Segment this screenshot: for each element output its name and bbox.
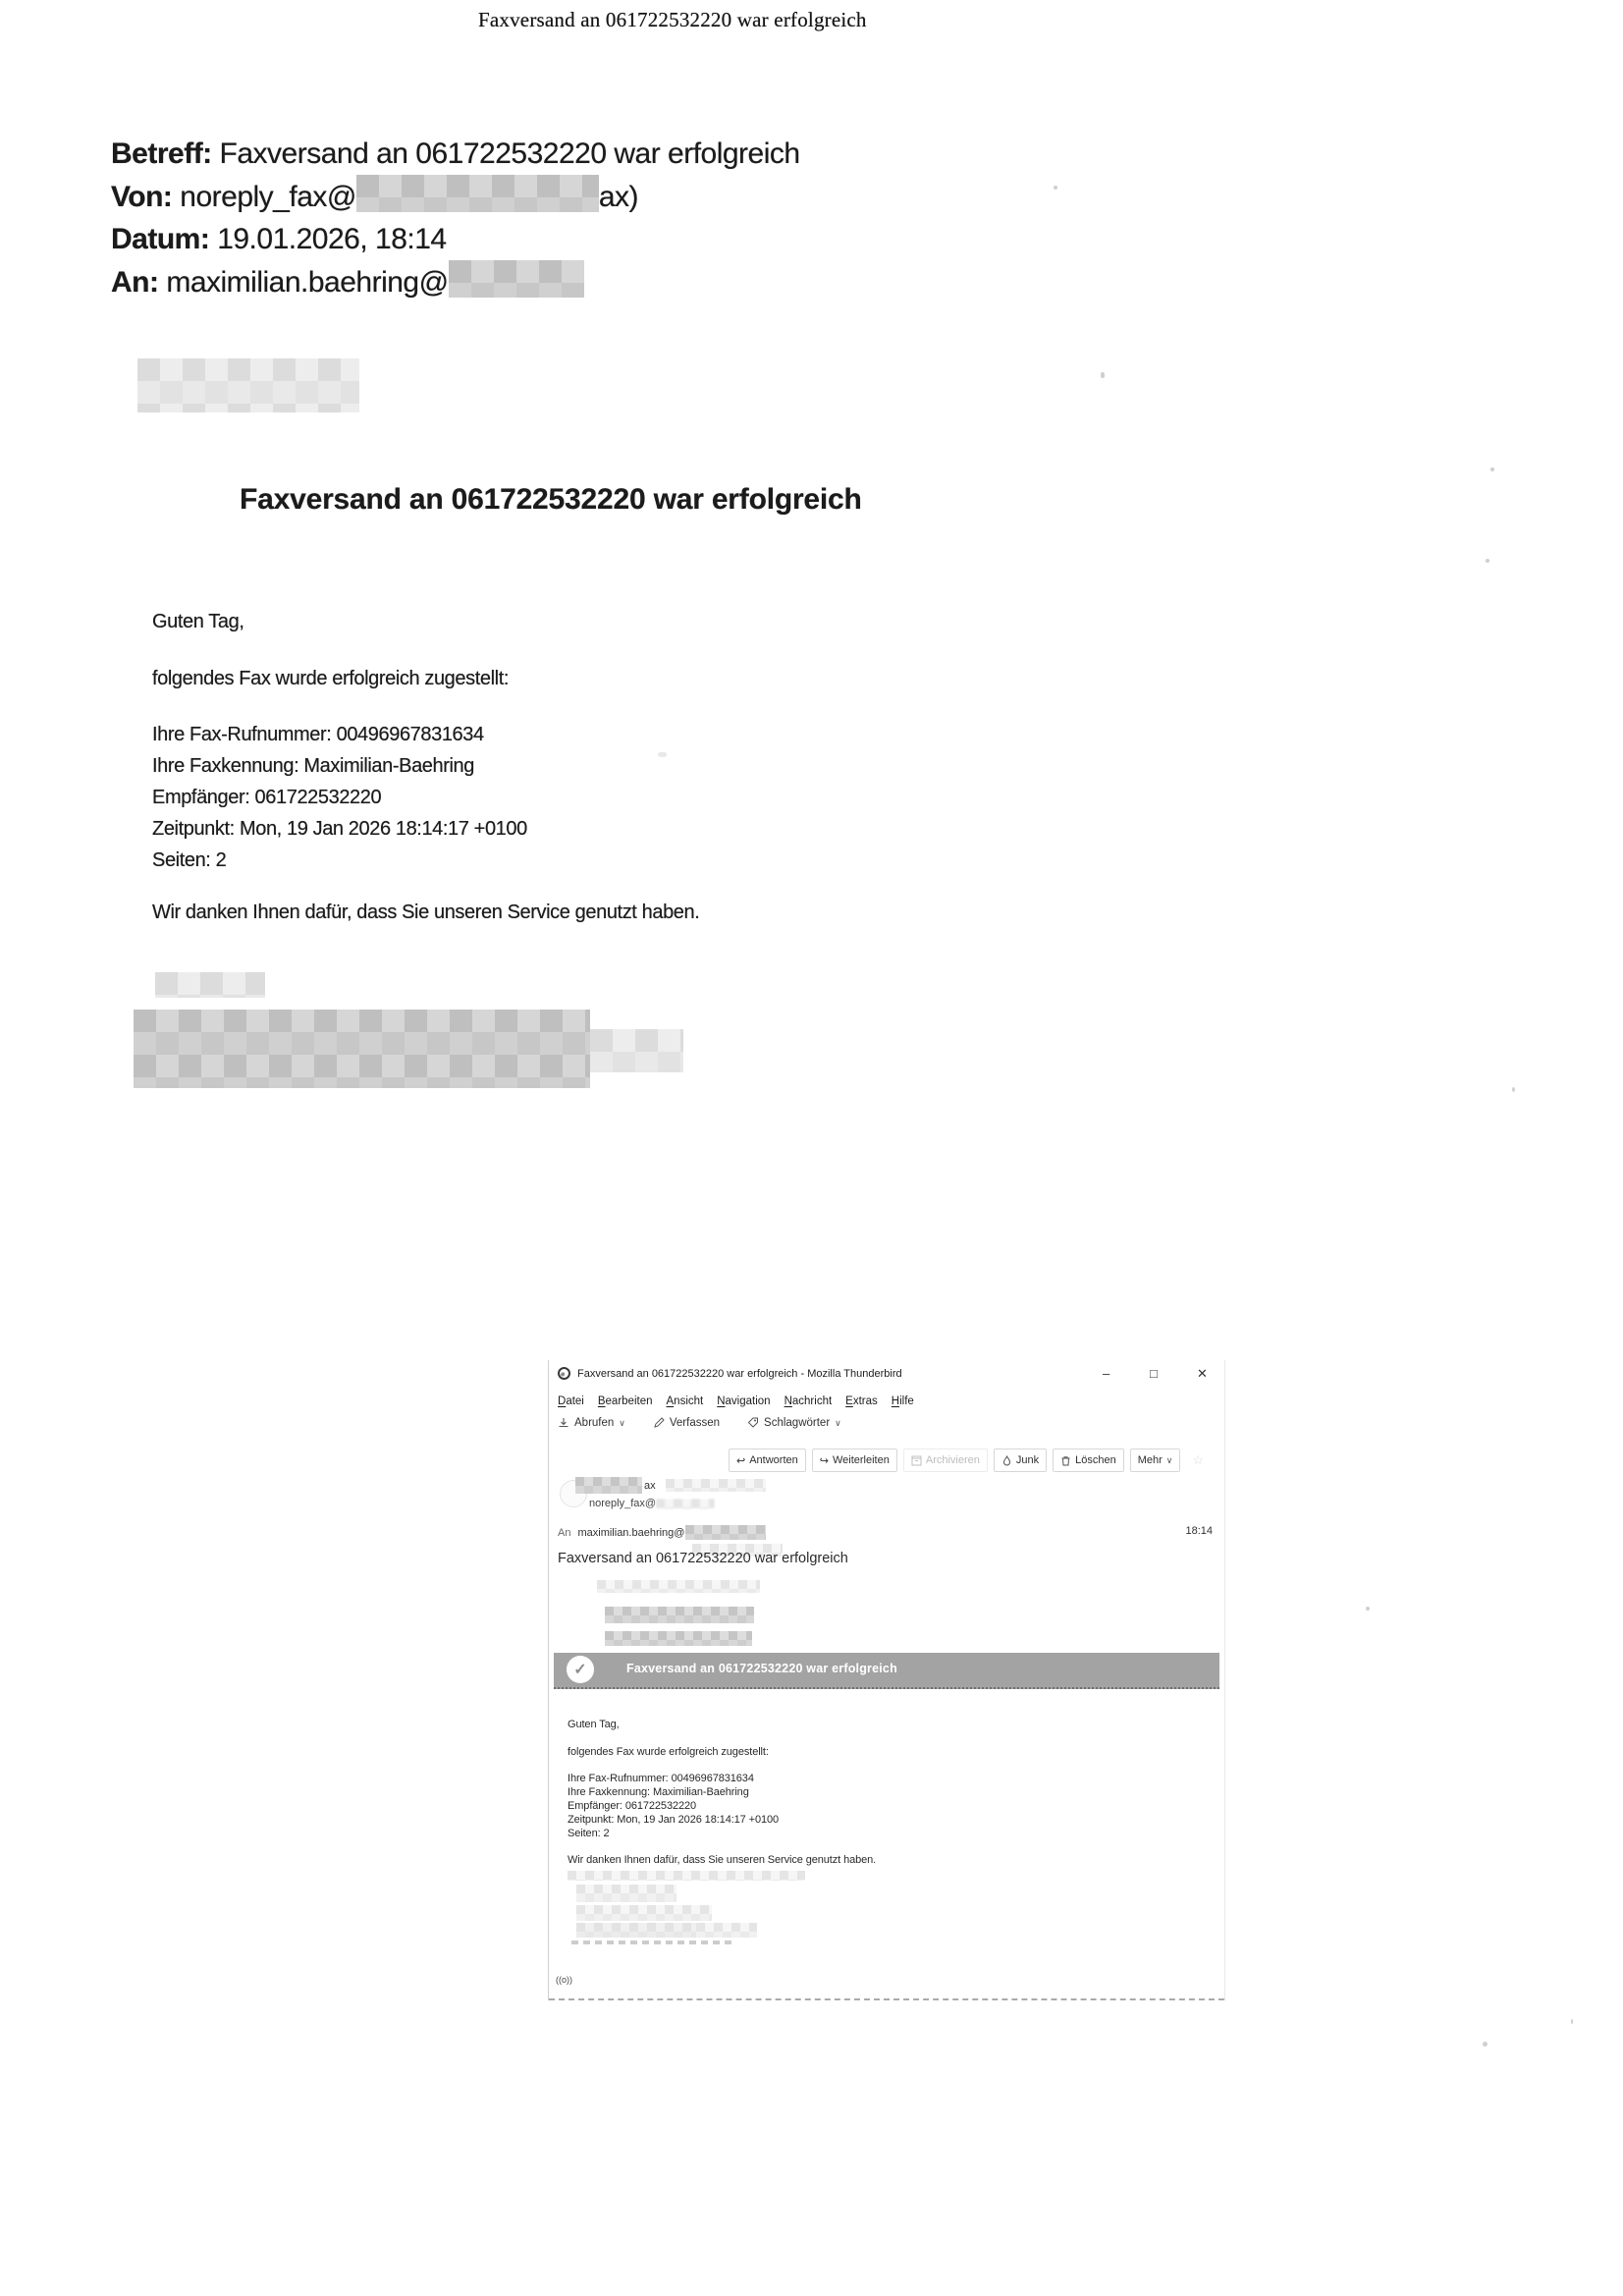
fine-print-line xyxy=(571,1941,736,1944)
to-label: An: xyxy=(111,266,159,299)
forward-icon: ↪ xyxy=(819,1454,829,1467)
email-header-block xyxy=(111,133,800,303)
window-title: Faxversand an 061722532220 war erfolgreich - Mozilla Thunderbird xyxy=(577,1367,902,1380)
date-label: Datum: xyxy=(111,223,210,255)
sender-name-visible: ax xyxy=(644,1479,656,1492)
redaction-block xyxy=(666,1479,766,1492)
reply-icon: ↩ xyxy=(736,1454,746,1467)
scan-speck xyxy=(1490,467,1494,471)
delete-button[interactable]: Löschen xyxy=(1053,1449,1124,1472)
redaction-block xyxy=(597,1580,760,1593)
redaction-block xyxy=(576,1923,696,1938)
redaction-block xyxy=(656,1499,715,1509)
scan-speck xyxy=(658,752,667,757)
redaction-block xyxy=(155,972,265,998)
menu-navigation[interactable]: Navigation xyxy=(717,1395,771,1407)
forward-button[interactable]: ↪ Weiterleiten xyxy=(812,1449,897,1472)
message-body-pane xyxy=(551,1568,1222,1998)
sender-email-row xyxy=(589,1498,715,1509)
menu-nachricht[interactable]: Nachricht xyxy=(784,1395,833,1407)
maximize-button[interactable]: □ xyxy=(1150,1366,1158,1381)
titlebar xyxy=(558,1367,902,1380)
reply-button[interactable]: ↩ Antworten xyxy=(729,1449,806,1472)
thunderbird-window-screenshot xyxy=(548,1360,1225,2000)
scan-speck xyxy=(1483,2042,1488,2047)
archive-icon xyxy=(911,1455,922,1466)
scan-speck xyxy=(1054,186,1057,190)
to-value: maximilian.baehring@ xyxy=(577,1526,685,1539)
print-page-title: Faxversand an 061722532220 war erfolgreich xyxy=(478,8,867,31)
message-actions xyxy=(729,1449,1204,1472)
fax-detail-line: Ihre Faxkennung: Maximilian-Baehring xyxy=(152,755,474,777)
redaction-block xyxy=(696,1923,757,1938)
redaction-block xyxy=(568,1871,805,1881)
chevron-down-icon: ∨ xyxy=(1165,1454,1173,1465)
menu-hilfe[interactable]: Hilfe xyxy=(891,1395,914,1407)
tags-button[interactable]: Schlagwörter ∨ xyxy=(747,1417,841,1429)
letter-thanks: Wir danken Ihnen dafür, dass Sie unseren Service genutzt haben. xyxy=(152,902,700,923)
redaction-block xyxy=(134,1010,590,1088)
redaction-block xyxy=(575,1477,642,1494)
from-label: Von: xyxy=(111,181,173,213)
chevron-down-icon: ∨ xyxy=(835,1417,841,1428)
menu-ansicht[interactable]: Ansicht xyxy=(666,1395,704,1407)
mail-greeting: Guten Tag, xyxy=(568,1719,620,1730)
fax-detail-line: Empfänger: 061722532220 xyxy=(152,787,382,808)
message-header-pane xyxy=(549,1441,1224,1568)
redaction-block xyxy=(137,358,359,412)
fax-detail-line: Seiten: 2 xyxy=(152,849,227,871)
write-button[interactable]: Verfassen xyxy=(653,1417,720,1429)
letter-greeting: Guten Tag, xyxy=(152,611,244,632)
date-value: 19.01.2026, 18:14 xyxy=(217,223,447,255)
thunderbird-icon xyxy=(558,1367,570,1380)
scan-speck xyxy=(1366,1607,1370,1611)
redaction-block xyxy=(576,1905,712,1921)
subject-value: Faxversand an 061722532220 war erfolgreich xyxy=(219,137,800,170)
mail-detail-line: Ihre Fax-Rufnummer: 00496967831634 xyxy=(568,1773,754,1784)
archive-button[interactable]: Archivieren xyxy=(903,1449,988,1472)
banner-text: Faxversand an 061722532220 war erfolgreich xyxy=(626,1662,897,1675)
scan-speck xyxy=(1486,559,1489,563)
fax-detail-line: Ihre Fax-Rufnummer: 00496967831634 xyxy=(152,724,484,745)
message-subject: Faxversand an 061722532220 war erfolgreich xyxy=(558,1551,848,1566)
redaction-block xyxy=(590,1029,683,1072)
sender-email: noreply_fax@ xyxy=(589,1498,657,1509)
message-time: 18:14 xyxy=(1185,1525,1213,1537)
status-indicator-icon: ((o)) xyxy=(556,1975,572,1985)
redaction-block xyxy=(685,1525,766,1540)
tag-icon xyxy=(747,1417,759,1429)
menubar xyxy=(558,1395,914,1407)
scan-speck xyxy=(1101,372,1105,378)
mail-intro: folgendes Fax wurde erfolgreich zugestellt: xyxy=(568,1746,769,1758)
header-date-line xyxy=(111,218,800,260)
redaction-block xyxy=(605,1607,754,1623)
junk-button[interactable]: Junk xyxy=(994,1449,1047,1472)
header-subject-line xyxy=(111,133,800,175)
to-label: An xyxy=(558,1526,571,1539)
minimize-button[interactable]: – xyxy=(1103,1366,1110,1381)
redaction-block xyxy=(449,260,584,298)
close-button[interactable]: ✕ xyxy=(1197,1366,1208,1381)
fax-detail-line: Zeitpunkt: Mon, 19 Jan 2026 18:14:17 +0100 xyxy=(152,818,527,840)
header-from-line xyxy=(111,175,800,218)
chevron-down-icon: ∨ xyxy=(619,1417,625,1428)
redaction-block xyxy=(356,175,599,212)
pencil-icon xyxy=(653,1417,665,1429)
main-toolbar xyxy=(558,1417,841,1429)
get-messages-button[interactable]: Abrufen ∨ xyxy=(558,1417,625,1429)
recipient-row xyxy=(558,1525,766,1540)
mail-detail-line: Seiten: 2 xyxy=(568,1828,610,1839)
subject-label: Betreff: xyxy=(111,137,212,170)
letter-intro: folgendes Fax wurde erfolgreich zugestellt: xyxy=(152,668,510,689)
get-mail-icon xyxy=(558,1417,569,1429)
menu-datei[interactable]: Datei xyxy=(558,1395,584,1407)
letter-heading: Faxversand an 061722532220 war erfolgreich xyxy=(240,483,862,516)
from-value-prefix: noreply_fax@ xyxy=(180,181,356,213)
trash-icon xyxy=(1060,1455,1071,1466)
to-value-prefix: maximilian.baehring@ xyxy=(166,266,449,299)
mail-detail-line: Empfänger: 061722532220 xyxy=(568,1800,697,1812)
check-circle-icon: ✓ xyxy=(567,1656,594,1683)
flame-icon xyxy=(1001,1455,1012,1466)
redaction-block xyxy=(605,1631,752,1646)
scan-speck xyxy=(1512,1087,1515,1092)
mail-detail-line: Zeitpunkt: Mon, 19 Jan 2026 18:14:17 +0100 xyxy=(568,1814,780,1826)
more-button[interactable]: Mehr ∨ xyxy=(1130,1449,1181,1472)
menu-bearbeiten[interactable]: Bearbeiten xyxy=(597,1395,653,1407)
redaction-block xyxy=(576,1885,676,1902)
star-icon[interactable]: ☆ xyxy=(1192,1452,1205,1467)
header-to-line xyxy=(111,260,800,303)
mail-detail-line: Ihre Faxkennung: Maximilian-Baehring xyxy=(568,1786,749,1798)
success-banner xyxy=(554,1653,1219,1689)
scan-speck xyxy=(1571,2019,1573,2024)
sender-name-row xyxy=(575,1477,766,1494)
menu-extras[interactable]: Extras xyxy=(845,1395,878,1407)
from-value-suffix: ax) xyxy=(598,181,639,213)
mail-thanks: Wir danken Ihnen dafür, dass Sie unseren Service genutzt haben. xyxy=(568,1854,877,1866)
